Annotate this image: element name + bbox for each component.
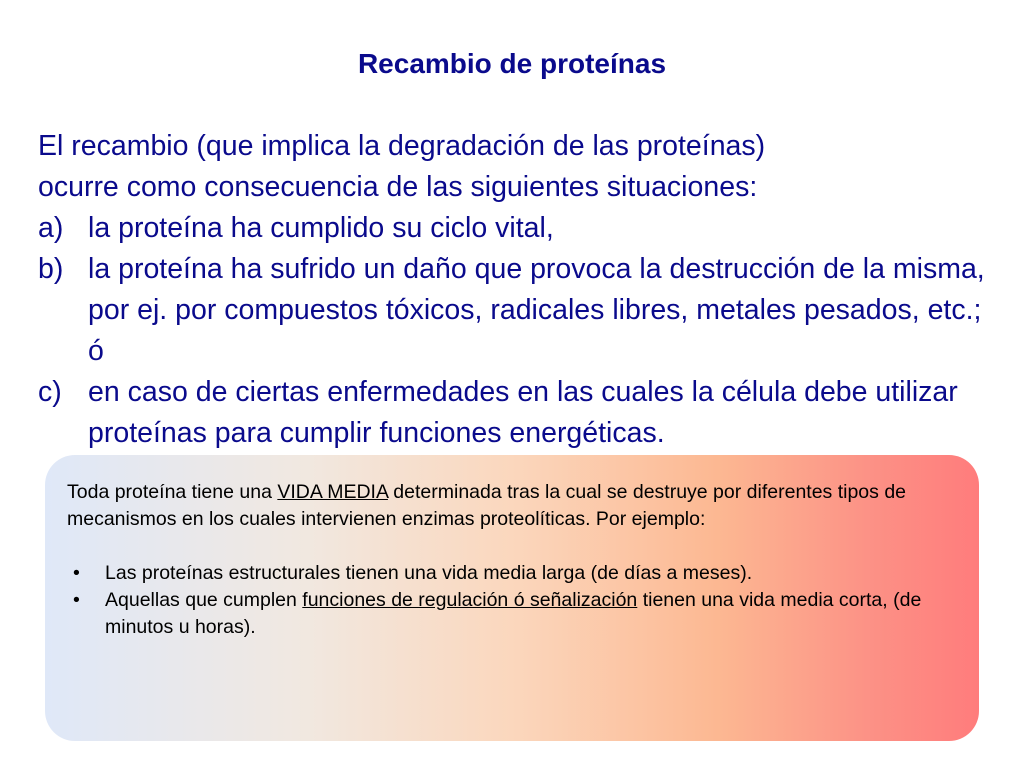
regulation-term: funciones de regulación ó señalización — [302, 589, 638, 611]
list-item-a — [38, 208, 998, 249]
vida-media-term: VIDA MEDIA — [277, 481, 388, 503]
note-text-after: determinada tras la cual se destruye por diferentes tipos de mecanismos en los cuales intervienen enzimas proteolíticas. Por ejemplo: — [67, 481, 907, 530]
intro-line-1: El recambio (que implica la degradación de las proteínas) — [38, 130, 766, 162]
list-marker: c) — [38, 376, 62, 408]
bullet-item-regulatory — [67, 587, 967, 641]
main-text — [38, 126, 998, 454]
bullet-item-structural — [67, 560, 967, 587]
note-text-before: Toda proteína tiene una — [67, 481, 278, 503]
list-marker: a) — [38, 212, 64, 244]
intro-line-2: ocurre como consecuencia de las siguientes situaciones: — [38, 171, 758, 203]
slide-title: Recambio de proteínas — [357, 48, 667, 79]
list-item-text: la proteína ha sufrido un daño que provoca la destrucción de la misma, por ej. por compuestos tóxicos, radicales libres, metales pesados, etc.; ó — [88, 253, 985, 367]
bullet-icon: • — [73, 589, 80, 611]
bullet-icon: • — [73, 562, 80, 584]
bullet-text — [105, 587, 967, 641]
list-item-b — [38, 249, 998, 372]
note-paragraph — [67, 479, 967, 533]
list-item-text: en caso de ciertas enfermedades en las cuales la célula debe utilizar proteínas para cumplir funciones energéticas. — [88, 376, 958, 449]
spacer — [67, 533, 967, 560]
bullet-text: Las proteínas estructurales tienen una vida media larga (de días a meses). — [105, 562, 753, 584]
list-item-text: la proteína ha cumplido su ciclo vital, — [88, 212, 554, 244]
note-text — [67, 479, 967, 641]
list-item-c — [38, 372, 998, 454]
bullet-text-after: tienen una vida media corta, (de minutos u horas). — [105, 589, 922, 638]
list-marker: b) — [38, 253, 64, 285]
half-life-note-box — [45, 455, 979, 741]
bullet-text-before: Aquellas que cumplen — [105, 589, 303, 611]
